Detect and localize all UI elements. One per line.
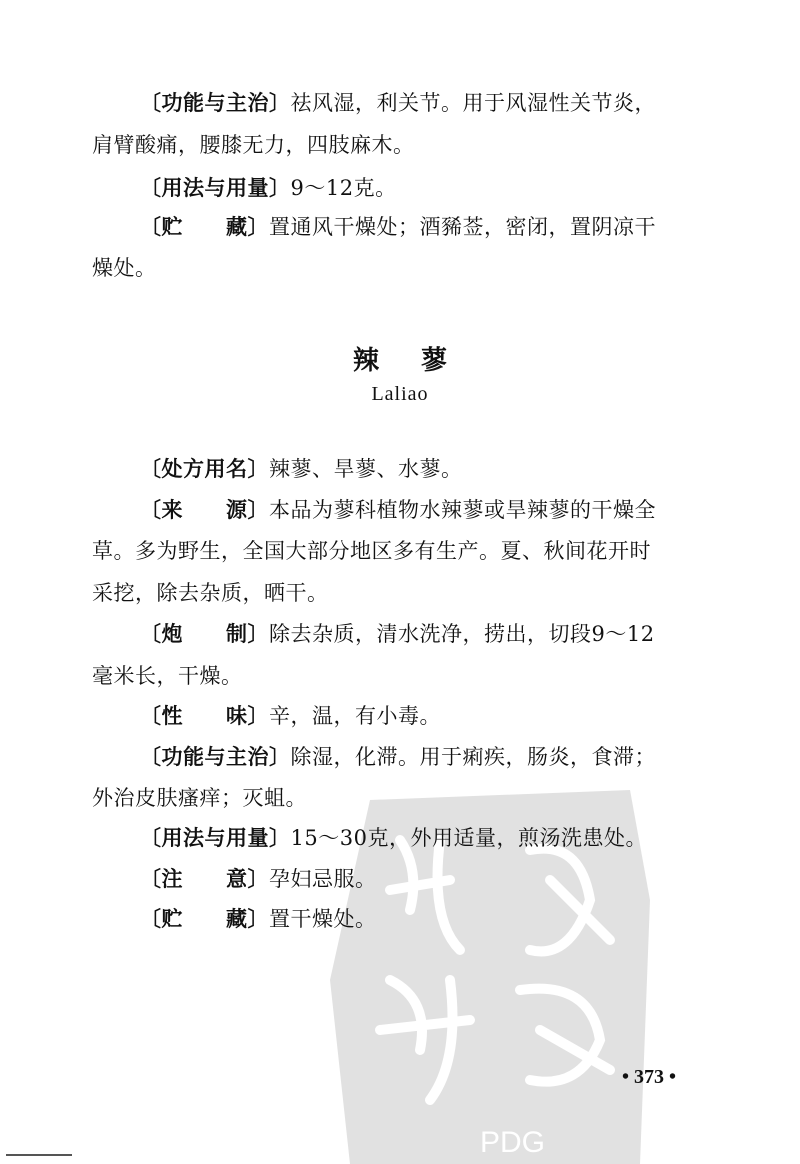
usage-label: 〔用法与用量〕: [140, 825, 291, 850]
entry-title: 辣蓼: [352, 346, 489, 376]
top-usage-label: 〔用法与用量〕: [140, 175, 291, 200]
source-text-3: 采挖，除去杂质，晒干。: [92, 581, 329, 605]
caution-line: [140, 866, 377, 892]
top-function-line-1: [140, 90, 656, 116]
source-line-1: [140, 497, 656, 523]
function-text-1: 除湿，化滞。用于痢疾，肠炎，食滞；: [290, 745, 656, 769]
usage-text: 15～30克，外用适量，煎汤洗患处。: [290, 826, 647, 850]
prescription-line: [140, 456, 463, 482]
prescription-label: 〔处方用名〕: [140, 456, 269, 481]
processing-text-2: 毫米长，干燥。: [92, 664, 243, 688]
nature-line: [140, 703, 441, 729]
page-number: • 373 •: [622, 1066, 677, 1088]
processing-line-1: [140, 621, 655, 647]
top-storage-text-1: 置通风干燥处；酒豨莶，密闭，置阴凉干: [269, 215, 656, 239]
nature-label: 〔性 味〕: [140, 703, 269, 728]
function-line-1: [140, 744, 656, 770]
storage-text: 置干燥处。: [269, 907, 377, 931]
processing-text-1: 除去杂质，清水洗净，捞出，切段9～12: [269, 622, 655, 646]
usage-line: [140, 825, 647, 851]
top-usage-text: 9～12克。: [290, 176, 397, 200]
top-usage-line: [140, 175, 397, 201]
top-storage-text-2: 燥处。: [92, 256, 157, 280]
prescription-text: 辣蓼、旱蓼、水蓼。: [269, 457, 463, 481]
top-storage-line-1: [140, 214, 656, 240]
top-function-text-1: 祛风湿，利关节。用于风湿性关节炎，: [290, 91, 656, 115]
caution-label: 〔注 意〕: [140, 866, 269, 891]
caution-text: 孕妇忌服。: [269, 867, 377, 891]
nature-text: 辛，温，有小毒。: [269, 704, 441, 728]
source-text-2: 草。多为野生，全国大部分地区多有生产。夏、秋间花开时: [92, 539, 651, 563]
function-label: 〔功能与主治〕: [140, 744, 291, 769]
storage-line: [140, 906, 377, 932]
top-function-text-2: 肩臂酸痛，腰膝无力，四肢麻木。: [92, 133, 415, 157]
top-storage-label: 〔贮 藏〕: [140, 214, 269, 239]
scan-edge-rule: [6, 1154, 72, 1156]
source-label: 〔来 源〕: [140, 497, 269, 522]
storage-label: 〔贮 藏〕: [140, 906, 269, 931]
top-function-label: 〔功能与主治〕: [140, 90, 291, 115]
function-text-2: 外治皮肤瘙痒；灭蛆。: [92, 786, 307, 810]
entry-pinyin: Laliao: [371, 383, 429, 405]
watermark-text: PDG: [480, 1126, 546, 1159]
processing-label: 〔炮 制〕: [140, 621, 269, 646]
source-text-1: 本品为蓼科植物水辣蓼或旱辣蓼的干燥全: [269, 498, 656, 522]
